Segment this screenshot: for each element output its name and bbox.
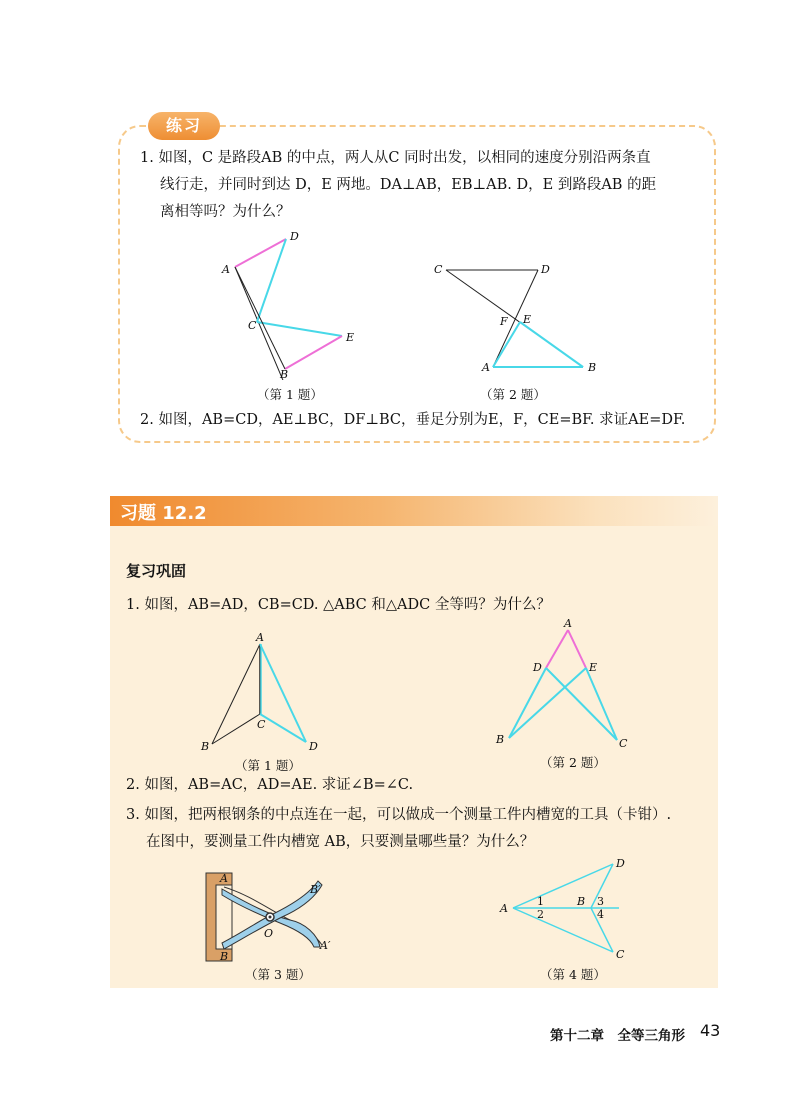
- exercise-q2: 2. 如图，AB=AC，AD=AE. 求证∠B=∠C.: [126, 777, 414, 793]
- practice-figure-1: [210, 225, 370, 380]
- pivot-center: [269, 916, 272, 919]
- segment-ad: [546, 630, 568, 668]
- label-o: O: [264, 927, 274, 940]
- label-c: C: [616, 948, 625, 961]
- label-a: A: [220, 872, 228, 885]
- practice-figure-2: [428, 255, 608, 380]
- exercise-figure-1: [198, 632, 328, 754]
- label-c: C: [619, 737, 628, 750]
- angle-label-3: 3: [597, 895, 604, 908]
- segment-ce: [257, 322, 342, 336]
- exercise-figure-3: [200, 865, 350, 965]
- label-a: A: [222, 263, 230, 276]
- label-d: D: [541, 263, 550, 276]
- practice-q2: 2. 如图，AB=CD，AE⊥BC，DF⊥BC，垂足分别为E，F，CE=BF. 求证AE=DF.: [140, 412, 686, 428]
- label-d: D: [616, 857, 625, 870]
- label-a: A: [564, 617, 572, 630]
- segment-af: [493, 322, 520, 367]
- label-b: B: [496, 733, 505, 746]
- angle-label-2: 2: [537, 908, 544, 921]
- label-b: B: [220, 950, 229, 963]
- label-c: C: [248, 319, 257, 332]
- segment-be: [509, 668, 586, 738]
- label-b: B: [577, 895, 586, 908]
- label-e: E: [589, 661, 598, 674]
- exercise-q3-line2: 在图中，要测量工件内槽宽 AB，只要测量哪些量？为什么？: [146, 834, 535, 850]
- label-e: E: [346, 331, 355, 344]
- exercise-figure-4: [495, 850, 635, 965]
- exercise-fig3-caption: （第 3 题）: [245, 967, 311, 982]
- exercise-fig1-caption: （第 1 题）: [235, 758, 301, 773]
- segment-ab-main: [235, 267, 285, 369]
- exercise-title: 习题 12.2: [120, 503, 207, 524]
- segment-ae: [568, 630, 586, 668]
- label-c: C: [257, 718, 266, 731]
- exercise-q1: 1. 如图，AB=AD，CB=CD. △ABC 和△ADC 全等吗？为什么？: [126, 597, 551, 613]
- label-a: A: [482, 361, 490, 374]
- segment-dc: [546, 668, 617, 740]
- practice-fig2-caption: （第 2 题）: [480, 387, 546, 402]
- label-d: D: [290, 230, 299, 243]
- page-number: 43: [700, 1021, 721, 1040]
- exercise-q3-line1: 3. 如图，把两根钢条的中点连在一起，可以做成一个测量工件内槽宽的工具（卡钳）.: [126, 807, 672, 823]
- practice-q1-line1: 1. 如图，C 是路段AB 的中点，两人从C 同时出发，以相同的速度分别沿两条直: [140, 150, 651, 166]
- footer-chapter-title: 第十二章 全等三角形: [550, 1028, 685, 1044]
- label-a-prime: A′: [320, 939, 331, 952]
- angle-label-4: 4: [597, 908, 604, 921]
- practice-fig1-caption: （第 1 题）: [257, 387, 323, 402]
- label-b: B: [201, 740, 210, 753]
- label-a: A: [256, 632, 264, 644]
- label-d: D: [309, 740, 318, 753]
- practice-tag: 练习: [148, 112, 220, 140]
- exercise-fig4-caption: （第 4 题）: [540, 967, 606, 982]
- label-c: C: [434, 263, 443, 276]
- segment-eb: [285, 336, 342, 369]
- segment-eb: [520, 322, 583, 367]
- exercise-fig2-caption: （第 2 题）: [540, 755, 606, 770]
- segment-db: [509, 668, 546, 738]
- exercise-figure-2: [493, 616, 633, 751]
- practice-q1-line3: 离相等吗？为什么？: [160, 204, 291, 220]
- label-f: F: [500, 315, 508, 328]
- segment-ec: [586, 668, 617, 740]
- review-section-title: 复习巩固: [126, 562, 187, 580]
- practice-q1-line2: 线行走，并同时到达 D，E 两地。DA⊥AB，EB⊥AB. D，E 到路段AB 的距: [160, 177, 657, 193]
- label-b: B: [588, 361, 597, 374]
- label-a: A: [500, 902, 508, 915]
- label-b: B: [280, 368, 289, 380]
- angle-label-1: 1: [537, 895, 544, 908]
- label-e: E: [523, 313, 532, 326]
- label-b-prime: B′: [310, 883, 321, 896]
- label-d: D: [533, 661, 542, 674]
